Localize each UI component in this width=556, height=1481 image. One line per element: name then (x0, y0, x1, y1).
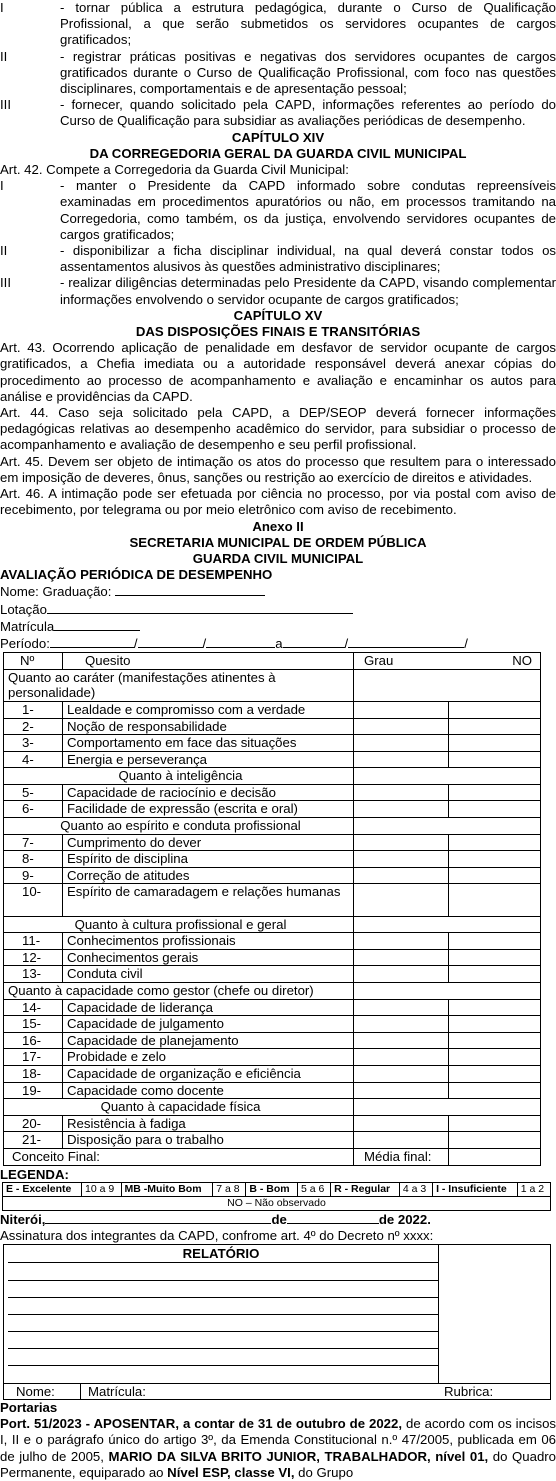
row-number: 10- (4, 884, 63, 916)
group-label: Quanto à capacidade física (4, 1099, 354, 1116)
anexo-title: Anexo II (252, 518, 304, 534)
chapter-xiv-subtitle: DA CORREGEDORIA GERAL DA GUARDA CIVIL MUNICIPAL (89, 145, 467, 161)
evaluation-table (3, 652, 541, 1165)
row-quesito: Noção de responsabilidade (63, 718, 354, 735)
grau-cell[interactable] (354, 999, 449, 1016)
grau-cell[interactable] (354, 701, 449, 718)
relatorio-nome: Nome: (16, 1383, 55, 1399)
row-number: 17- (4, 1049, 63, 1066)
top-item (0, 0, 556, 49)
no-cell[interactable] (449, 1132, 541, 1149)
article-43: Art. 43. Ocorrendo aplicação de penalidade em desfavor de servidor ocupante de cargos gratificados, a Chefia imediata ou a autoridade responsável deverá anexar cópias do procedimento ao processo de acompanhamento e avaliação e encaminhar os autos para análise e providências da CAPD. (0, 340, 556, 404)
grau-cell[interactable] (354, 1115, 449, 1132)
table-row (4, 867, 541, 884)
row-number: 18- (4, 1065, 63, 1082)
row-quesito: Lealdade e compromisso com a verdade (63, 701, 354, 718)
row-quesito: Disposição para o trabalho (63, 1132, 354, 1149)
secretaria-title: SECRETARIA MUNICIPAL DE ORDEM PÚBLICA (129, 534, 427, 550)
chapter-xv-title: CAPÍTULO XV (233, 307, 323, 323)
periodo-day2[interactable] (283, 635, 345, 648)
table-row (4, 718, 541, 735)
table-group-row (4, 1099, 541, 1116)
item-text: - fornecer, quando solicitado pela CAPD, informações referentes ao período do Curso de Qualificação para subsidiar as avaliações periódicas de desempenho. (60, 97, 556, 129)
row-quesito: Conhecimentos profissionais (63, 933, 354, 950)
no-cell[interactable] (449, 801, 541, 818)
grau-cell[interactable] (354, 1016, 449, 1033)
nome-blank[interactable] (115, 583, 265, 596)
group-label: Quanto à inteligência (4, 768, 354, 785)
table-row (4, 1016, 541, 1033)
table-row (4, 933, 541, 950)
item-number: II (0, 48, 8, 64)
row-quesito: Capacidade de planejamento (63, 1032, 354, 1049)
table-row (4, 999, 541, 1016)
assinatura-text: Assinatura dos integrantes da CAPD, confrome art. 4º do Decreto nº xxxx: (0, 1227, 434, 1243)
no-cell[interactable] (449, 949, 541, 966)
row-quesito: Resistência à fadiga (63, 1115, 354, 1132)
table-row (4, 735, 541, 752)
grau-cell[interactable] (354, 884, 449, 916)
table-row (4, 1065, 541, 1082)
no-cell[interactable] (449, 884, 541, 916)
table-group-row (4, 818, 541, 835)
field-nome: Nome: Graduação: (0, 583, 556, 600)
grau-cell[interactable] (354, 1099, 541, 1116)
relatorio-title: RELATÓRIO (182, 1245, 260, 1261)
conceito-final: Conceito Final: (4, 1148, 354, 1165)
row-quesito: Capacidade de raciocínio e decisão (63, 784, 354, 801)
group-label: Quanto ao espírito e conduta profissional (4, 818, 354, 835)
legenda-title: LEGENDA: (0, 1166, 69, 1182)
relatorio-line[interactable] (8, 1297, 438, 1298)
legend-row (3, 1182, 551, 1196)
no-cell[interactable] (449, 1115, 541, 1132)
legend-cell: 1 a 2 (517, 1182, 550, 1196)
relatorio-line[interactable] (8, 1331, 438, 1332)
relatorio-line[interactable] (8, 1365, 438, 1366)
relatorio-divider (438, 1245, 439, 1383)
relatorio-rubrica: Rubrica: (444, 1383, 494, 1399)
header-quesito: Quesito (63, 653, 354, 670)
item-text: - registrar práticas positivas e negativas dos servidores ocupantes de cargos gratificados durante o Curso de Qualificação Profissional, com foco nas questões disciplinares, comportamentais e de apresentação pessoal; (60, 48, 556, 97)
chapter-xiv-title: CAPÍTULO XIV (231, 129, 325, 145)
article-45: Art. 45. Devem ser objeto de intimação os atos do processo que resultem para o interessado em imposição de deveres, ônus, sanções ou restrição ao exercício de direitos e atividades. (0, 453, 556, 485)
no-cell[interactable] (449, 701, 541, 718)
row-quesito: Espírito de camaradagem e relações humanas (63, 884, 354, 916)
table-row (4, 1115, 541, 1132)
article-44: Art. 44. Caso seja solicitado pela CAPD, a DEP/SEOP deverá fornecer informações pedagógicas relativas ao desempenho acadêmico do servidor, para subsidiar o processo de acompanhamento e avaliação de desempenho e seu perfil profissional. (0, 405, 556, 453)
legend-cell: 10 a 9 (82, 1182, 122, 1196)
row-number: 6- (4, 801, 63, 818)
grau-cell[interactable] (354, 718, 449, 735)
table-row (4, 751, 541, 768)
row-number: 19- (4, 1082, 63, 1099)
no-cell[interactable] (449, 867, 541, 884)
grau-cell[interactable] (354, 669, 541, 701)
no-cell[interactable] (449, 834, 541, 851)
niteroi-month-blank[interactable] (287, 1211, 379, 1224)
periodo-month1[interactable] (138, 635, 203, 648)
grau-cell[interactable] (354, 735, 449, 752)
table-row (4, 1049, 541, 1066)
no-cell[interactable] (449, 1049, 541, 1066)
field-matricula: Matrícula (0, 618, 556, 635)
chapter-xiv-item (0, 275, 556, 307)
row-quesito: Capacidade de julgamento (63, 1016, 354, 1033)
row-number: 4- (4, 751, 63, 768)
item-text: - tornar pública a estrutura pedagógica, durante o Curso de Qualificação Profissional, a que serão submetidos os servidores ocupantes de cargos gratificados; (60, 0, 556, 48)
item-number: I (0, 178, 4, 194)
table-row (4, 949, 541, 966)
no-cell[interactable] (449, 851, 541, 868)
row-quesito: Facilidade de expressão (escrita e oral) (63, 801, 354, 818)
grau-cell[interactable] (354, 834, 449, 851)
row-number: 5- (4, 784, 63, 801)
article-42: Art. 42. Compete a Corregedoria da Guarda Civil Municipal: (0, 162, 349, 178)
row-quesito: Conhecimentos gerais (63, 949, 354, 966)
item-number: I (0, 0, 4, 15)
niteroi-day-blank[interactable] (45, 1211, 271, 1224)
table-header-row (4, 653, 541, 670)
grau-cell[interactable] (354, 1049, 449, 1066)
table-row (4, 851, 541, 868)
item-number: III (0, 275, 11, 291)
table-group-row (4, 768, 541, 785)
no-cell[interactable] (449, 1032, 541, 1049)
no-cell[interactable] (449, 718, 541, 735)
group-label: Quanto à capacidade como gestor (chefe ou diretor) (4, 983, 354, 1000)
chapter-xv-subtitle: DAS DISPOSIÇÕES FINAIS E TRANSITÓRIAS (135, 324, 421, 340)
periodo-day1[interactable] (50, 635, 134, 648)
legend-no-row (3, 1196, 551, 1210)
grau-cell[interactable] (354, 1065, 449, 1082)
legend-cell: 4 a 3 (399, 1182, 432, 1196)
row-quesito: Energia e perseverança (63, 751, 354, 768)
periodo-year1[interactable] (206, 635, 275, 648)
group-label: Quanto à cultura profissional e geral (4, 916, 354, 933)
grau-cell[interactable] (354, 768, 541, 785)
portaria-51: Port. 51/2023 - APOSENTAR, a contar de 31 de outubro de 2022, de acordo com os incisos I, II e o parágrafo único do artigo 3º, da Emenda Constitucional n.º 47/2005, publicada em 06 de julho de 2005, MARIO DA SILVA BRITO JUNIOR, TRABALHADOR, nível 01, do Quadro Permanente, equiparado ao Nível ESP, classe VI, do Grupo (0, 1416, 556, 1480)
item-text: - manter o Presidente da CAPD informado sobre condutas repreensíveis examinadas em procedimentos apuratórios ou não, em processos tramitando na Corregedoria, como também, os da justiça, envolvendo servidores ocupantes de cargos gratificados; (60, 178, 556, 242)
relatorio-line[interactable] (8, 1262, 438, 1263)
row-number: 11- (4, 933, 63, 950)
no-cell[interactable] (449, 751, 541, 768)
chapter-xiv-items (0, 178, 556, 308)
table-group-row (4, 669, 541, 701)
no-cell[interactable] (449, 1016, 541, 1033)
lotacao-blank[interactable] (47, 601, 353, 614)
top-items (0, 0, 556, 130)
row-quesito: Capacidade como docente (63, 1082, 354, 1099)
relatorio-line[interactable] (8, 1314, 438, 1315)
row-number: 3- (4, 735, 63, 752)
row-quesito: Probidade e zelo (63, 1049, 354, 1066)
row-number: 8- (4, 851, 63, 868)
row-quesito: Cumprimento do dever (63, 834, 354, 851)
row-quesito: Capacidade de liderança (63, 999, 354, 1016)
row-number: 14- (4, 999, 63, 1016)
row-number: 1- (4, 701, 63, 718)
header-num: Nº (4, 653, 63, 670)
legend-cell: 7 a 8 (213, 1182, 246, 1196)
no-cell[interactable] (449, 966, 541, 983)
row-quesito: Espírito de disciplina (63, 851, 354, 868)
table-row (4, 784, 541, 801)
no-cell[interactable] (449, 1065, 541, 1082)
no-cell[interactable] (449, 933, 541, 950)
chapter-xiv-item (0, 243, 556, 275)
table-footer-row (4, 1148, 541, 1165)
field-periodo: Período: / / a / / (0, 635, 468, 651)
item-number: III (0, 97, 11, 113)
top-item (0, 49, 556, 98)
grau-cell[interactable] (354, 751, 449, 768)
niteroi-line: Niterói, de de 2022. (0, 1211, 431, 1227)
table-group-row (4, 916, 541, 933)
item-text: - disponibilizar a ficha disciplinar individual, na qual deverá constar todos os assentamentos alusivos às questões administrativo disciplinares; (60, 243, 556, 275)
row-number: 21- (4, 1132, 63, 1149)
no-cell[interactable] (449, 1082, 541, 1099)
article-46: Art. 46. A intimação pode ser efetuada por ciência no processo, por via postal com aviso de recebimento, por telegrama ou por meio eletrônico com aviso de recebimento. (0, 486, 556, 518)
grau-cell[interactable] (354, 949, 449, 966)
row-number: 20- (4, 1115, 63, 1132)
relatorio-line[interactable] (8, 1348, 438, 1349)
grau-cell[interactable] (354, 851, 449, 868)
table-row (4, 966, 541, 983)
header-grau: Grau NO (354, 653, 541, 670)
row-number: 9- (4, 867, 63, 884)
grau-cell[interactable] (354, 983, 541, 1000)
legend-no: NO – Não observado (3, 1196, 551, 1210)
legend-cell: I - Insuficiente (433, 1182, 518, 1196)
table-row (4, 1082, 541, 1099)
grau-cell[interactable] (354, 933, 449, 950)
table-row (4, 884, 541, 916)
table-row (4, 801, 541, 818)
legend-cell: E - Excelente (3, 1182, 82, 1196)
grau-cell[interactable] (354, 784, 449, 801)
relatorio-footer-divider (80, 1383, 81, 1399)
chapter-xiv-item (0, 178, 556, 243)
table-row (4, 1032, 541, 1049)
table-row (4, 701, 541, 718)
media-final: Média final: (354, 1148, 449, 1165)
form-title: AVALIAÇÃO PERIÓDICA DE DESEMPENHO (0, 567, 273, 583)
row-number: 7- (4, 834, 63, 851)
row-number: 13- (4, 966, 63, 983)
media-final-value[interactable] (449, 1148, 541, 1165)
portarias-title: Portarias (0, 1399, 58, 1415)
row-quesito: Conduta civil (63, 966, 354, 983)
legend-table (2, 1182, 551, 1211)
legend-cell: R - Regular (331, 1182, 400, 1196)
no-cell[interactable] (449, 735, 541, 752)
table-row (4, 1132, 541, 1149)
field-lotacao: Lotação (0, 601, 556, 618)
row-number: 16- (4, 1032, 63, 1049)
relatorio-line[interactable] (8, 1280, 438, 1281)
grau-cell[interactable] (354, 966, 449, 983)
no-cell[interactable] (449, 999, 541, 1016)
periodo-month2[interactable] (348, 635, 464, 648)
grau-cell[interactable] (354, 801, 449, 818)
legend-cell: B - Bom (246, 1182, 298, 1196)
top-item (0, 97, 556, 129)
row-quesito: Capacidade de organização e eficiência (63, 1065, 354, 1082)
item-text: - realizar diligências determinadas pelo Presidente da CAPD, visando complementar informações envolvendo o servidor ocupante de cargos gratificados; (60, 275, 556, 307)
relatorio-matricula: Matrícula: (88, 1383, 146, 1399)
row-number: 12- (4, 949, 63, 966)
no-cell[interactable] (449, 784, 541, 801)
grau-cell[interactable] (354, 1032, 449, 1049)
table-row (4, 834, 541, 851)
legend-cell: 5 a 6 (297, 1182, 330, 1196)
grau-cell[interactable] (354, 1082, 449, 1099)
grau-cell[interactable] (354, 818, 541, 835)
row-quesito: Correção de atitudes (63, 867, 354, 884)
grau-cell[interactable] (354, 867, 449, 884)
row-number: 15- (4, 1016, 63, 1033)
row-quesito: Comportamento em face das situações (63, 735, 354, 752)
table-group-row (4, 983, 541, 1000)
matricula-blank[interactable] (54, 618, 140, 631)
grau-cell[interactable] (354, 916, 541, 933)
row-number: 2- (4, 718, 63, 735)
item-number: II (0, 243, 8, 259)
relatorio-box (3, 1244, 551, 1400)
grau-cell[interactable] (354, 1132, 449, 1149)
group-label: Quanto ao caráter (manifestações atinentes à personalidade) (4, 669, 354, 701)
guarda-title: GUARDA CIVIL MUNICIPAL (192, 550, 364, 566)
legend-cell: MB -Muito Bom (121, 1182, 213, 1196)
